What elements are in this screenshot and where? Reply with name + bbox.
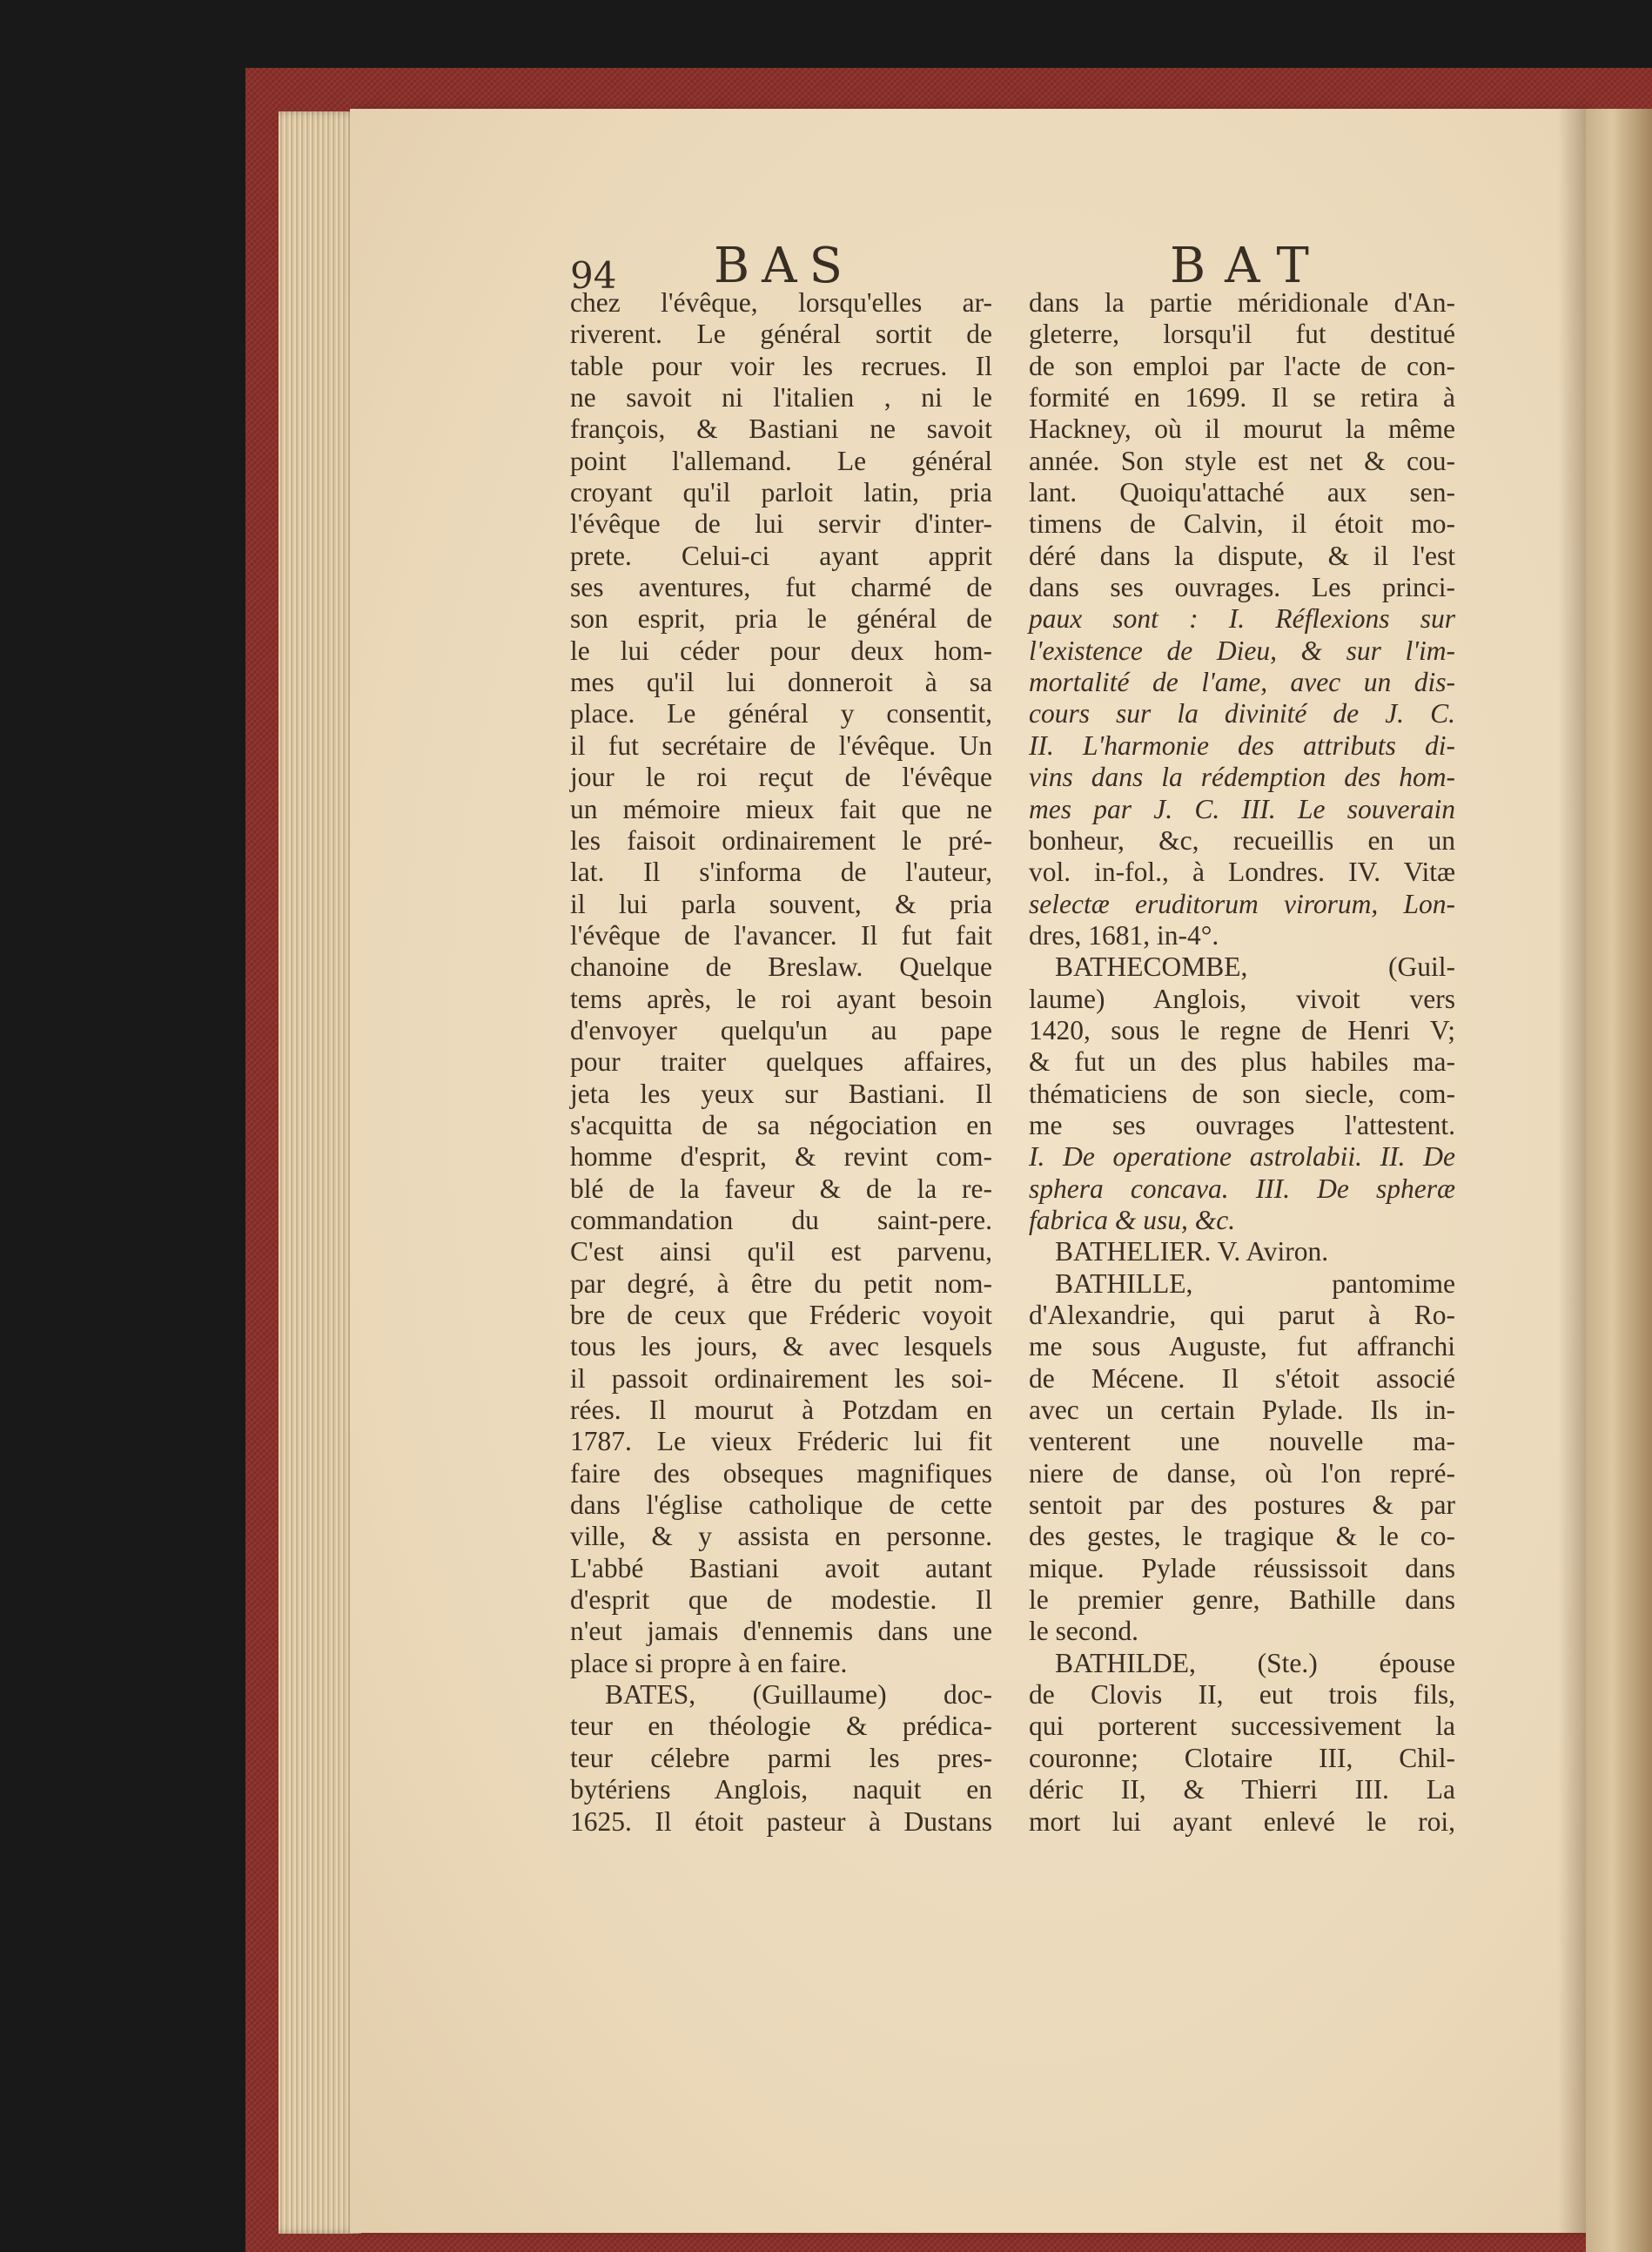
text-line: il lui parla souvent, & pria [570, 888, 992, 919]
text-line: teur en théologie & prédica- [570, 1711, 992, 1742]
text-line: couronne; Clotaire III, Chil- [1029, 1742, 1455, 1773]
text-line: chanoine de Breslaw. Quelque [570, 951, 992, 983]
text-line: lant. Quoiqu'attaché aux sen- [1029, 477, 1455, 508]
text-line: mort lui ayant enlevé le roi, [1029, 1805, 1455, 1837]
text-line: place. Le général y consentit, [570, 698, 992, 729]
text-line: laume) Anglois, vivoit vers [1029, 983, 1455, 1014]
text-line: prete. Celui-ci ayant apprit [570, 540, 992, 571]
text-line: mes par J. C. III. Le souverain [1029, 793, 1455, 824]
page-number: 94 [570, 254, 617, 297]
text-line: Hackney, où il mourut la même [1029, 413, 1455, 445]
text-line: L'abbé Bastiani avoit autant [570, 1552, 992, 1583]
text-line: timens de Calvin, il étoit mo- [1029, 508, 1455, 540]
text-line: de son emploi par l'acte de con- [1029, 350, 1455, 381]
text-line: place si propre à en faire. [570, 1647, 848, 1678]
text-line: sentoit par des postures & par [1029, 1489, 1455, 1521]
text-line: n'eut jamais d'ennemis dans une [570, 1616, 992, 1647]
text-line: dans l'église catholique de cette [570, 1489, 992, 1521]
text-line: déric II, & Thierri III. La [1029, 1774, 1455, 1805]
gutter-shadow [1558, 109, 1588, 2233]
text-line: lat. Il s'informa de l'auteur, [570, 857, 992, 888]
text-line: paux sont : I. Réflexions sur [1029, 603, 1455, 635]
text-line: d'esprit que de modestie. Il [570, 1584, 992, 1616]
text-line: ses aventures, fut charmé de [570, 572, 992, 603]
text-line: le lui céder pour deux hom- [570, 635, 992, 666]
text-line: riverent. Le général sortit de [570, 319, 992, 350]
text-line: mortalité de l'ame, avec un dis- [1029, 667, 1455, 698]
left-column [570, 287, 992, 1838]
text-line: 1787. Le vieux Fréderic lui fit [570, 1426, 992, 1457]
text-line: croyant qu'il parloit latin, pria [570, 477, 992, 508]
text-line: cours sur la divinité de J. C. [1029, 698, 1455, 729]
facing-page-edge [1586, 109, 1652, 2252]
text-line: ne savoit ni l'italien , ni le [570, 382, 992, 413]
text-line: le premier genre, Bathille dans [1029, 1584, 1455, 1616]
text-line: bonheur, &c, recueillis en un [1029, 824, 1455, 856]
text-line: s'acquitta de sa négociation en [570, 1109, 992, 1140]
text-line: dres, 1681, in-4°. [1029, 919, 1219, 951]
text-line: selectæ eruditorum virorum, Lon- [1029, 888, 1455, 919]
text-line: l'évêque de lui servir d'inter- [570, 508, 992, 540]
entry-heading-line: BATES, (Guillaume) doc- [605, 1679, 992, 1711]
text-line: niere de danse, où l'on repré- [1029, 1457, 1455, 1489]
text-line: d'Alexandrie, qui parut à Ro- [1029, 1300, 1455, 1330]
running-head-left: BAS [714, 238, 855, 294]
entry-heading-line: BATHILLE, pantomime [1055, 1267, 1455, 1299]
text-line: par degré, à être du petit nom- [570, 1267, 992, 1299]
text-line: les faisoit ordinairement le pré- [570, 824, 992, 856]
text-line: me sous Auguste, fut affranchi [1029, 1331, 1455, 1362]
text-line: 1625. Il étoit pasteur à Dustans [570, 1805, 992, 1837]
text-line: C'est ainsi qu'il est parvenu, [570, 1236, 992, 1267]
text-line: I. De operatione astrolabii. II. De [1029, 1141, 1455, 1173]
text-line: d'envoyer quelqu'un au pape [570, 1014, 992, 1045]
text-line: mique. Pylade réussissoit dans [1029, 1552, 1455, 1583]
text-line: thématiciens de son siecle, com- [1029, 1078, 1455, 1109]
text-line: jour le roi reçut de l'évêque [570, 762, 992, 793]
page-edges [279, 111, 361, 2234]
text-line: homme d'esprit, & revint com- [570, 1141, 992, 1173]
entry-heading-line: BATHELIER. V. Aviron. [1055, 1236, 1329, 1267]
text-line: dans la partie méridionale d'An- [1029, 287, 1455, 318]
text-line: venterent une nouvelle ma- [1029, 1426, 1455, 1457]
text-line: bytériens Anglois, naquit en [570, 1774, 992, 1805]
entry-heading-line: BATHECOMBE, (Guil- [1055, 951, 1455, 983]
entry-heading-line: BATHILDE, (Ste.) épouse [1055, 1647, 1455, 1678]
text-line: tems après, le roi ayant besoin [570, 983, 992, 1014]
text-line: 1420, sous le regne de Henri V; [1029, 1014, 1455, 1045]
text-line: rées. Il mourut à Potzdam en [570, 1395, 992, 1426]
text-line: blé de la faveur & de la re- [570, 1173, 992, 1204]
text-line: avec un certain Pylade. Ils in- [1029, 1395, 1455, 1426]
text-line: vins dans la rédemption des hom- [1029, 762, 1455, 793]
text-line: pour traiter quelques affaires, [570, 1046, 992, 1078]
text-line: gleterre, lorsqu'il fut destitué [1029, 319, 1455, 350]
text-line: année. Son style est net & cou- [1029, 445, 1455, 476]
text-line: son esprit, pria le général de [570, 603, 992, 635]
text-line: vol. in-fol., à Londres. IV. Vitæ [1029, 857, 1455, 888]
text-line: point l'allemand. Le général [570, 445, 992, 476]
text-line: de Mécene. Il s'étoit associé [1029, 1362, 1455, 1394]
text-line: tous les jours, & avec lesquels [570, 1331, 992, 1362]
text-line: de Clovis II, eut trois fils, [1029, 1679, 1455, 1711]
text-line: le second. [1029, 1616, 1138, 1647]
text-line: ville, & y assista en personne. [570, 1521, 992, 1552]
text-line: bre de ceux que Fréderic voyoit [570, 1300, 992, 1330]
text-line: mes qu'il lui donneroit à sa [570, 667, 992, 698]
text-line: fabrica & usu, &c. [1029, 1204, 1236, 1235]
text-line: dans ses ouvrages. Les princi- [1029, 572, 1455, 603]
text-line: II. L'harmonie des attributs di- [1029, 729, 1455, 761]
text-line: qui porterent successivement la [1029, 1711, 1455, 1742]
text-line: table pour voir les recrues. Il [570, 350, 992, 381]
text-line: l'existence de Dieu, & sur l'im- [1029, 635, 1455, 666]
text-line: formité en 1699. Il se retira à [1029, 382, 1455, 413]
text-line: il passoit ordinairement les soi- [570, 1362, 992, 1394]
text-line: commandation du saint-pere. [570, 1204, 992, 1235]
text-line: & fut un des plus habiles ma- [1029, 1046, 1455, 1078]
right-column [1029, 287, 1455, 1838]
text-line: jeta les yeux sur Bastiani. Il [570, 1078, 992, 1109]
text-line: sphera concava. III. De spheræ [1029, 1173, 1455, 1204]
text-line: françois, & Bastiani ne savoit [570, 413, 992, 445]
running-head-right: BAT [1170, 238, 1328, 294]
text-line: teur célebre parmi les pres- [570, 1742, 992, 1773]
text-line: des gestes, le tragique & le co- [1029, 1521, 1455, 1552]
text-line: me ses ouvrages l'attestent. [1029, 1109, 1455, 1140]
text-line: un mémoire mieux fait que ne [570, 793, 992, 824]
text-line: chez l'évêque, lorsqu'elles ar- [570, 287, 992, 318]
text-line: il fut secrétaire de l'évêque. Un [570, 729, 992, 761]
text-line: faire des obseques magnifiques [570, 1457, 992, 1489]
text-line: déré dans la dispute, & il l'est [1029, 540, 1455, 571]
text-line: l'évêque de l'avancer. Il fut fait [570, 919, 992, 951]
